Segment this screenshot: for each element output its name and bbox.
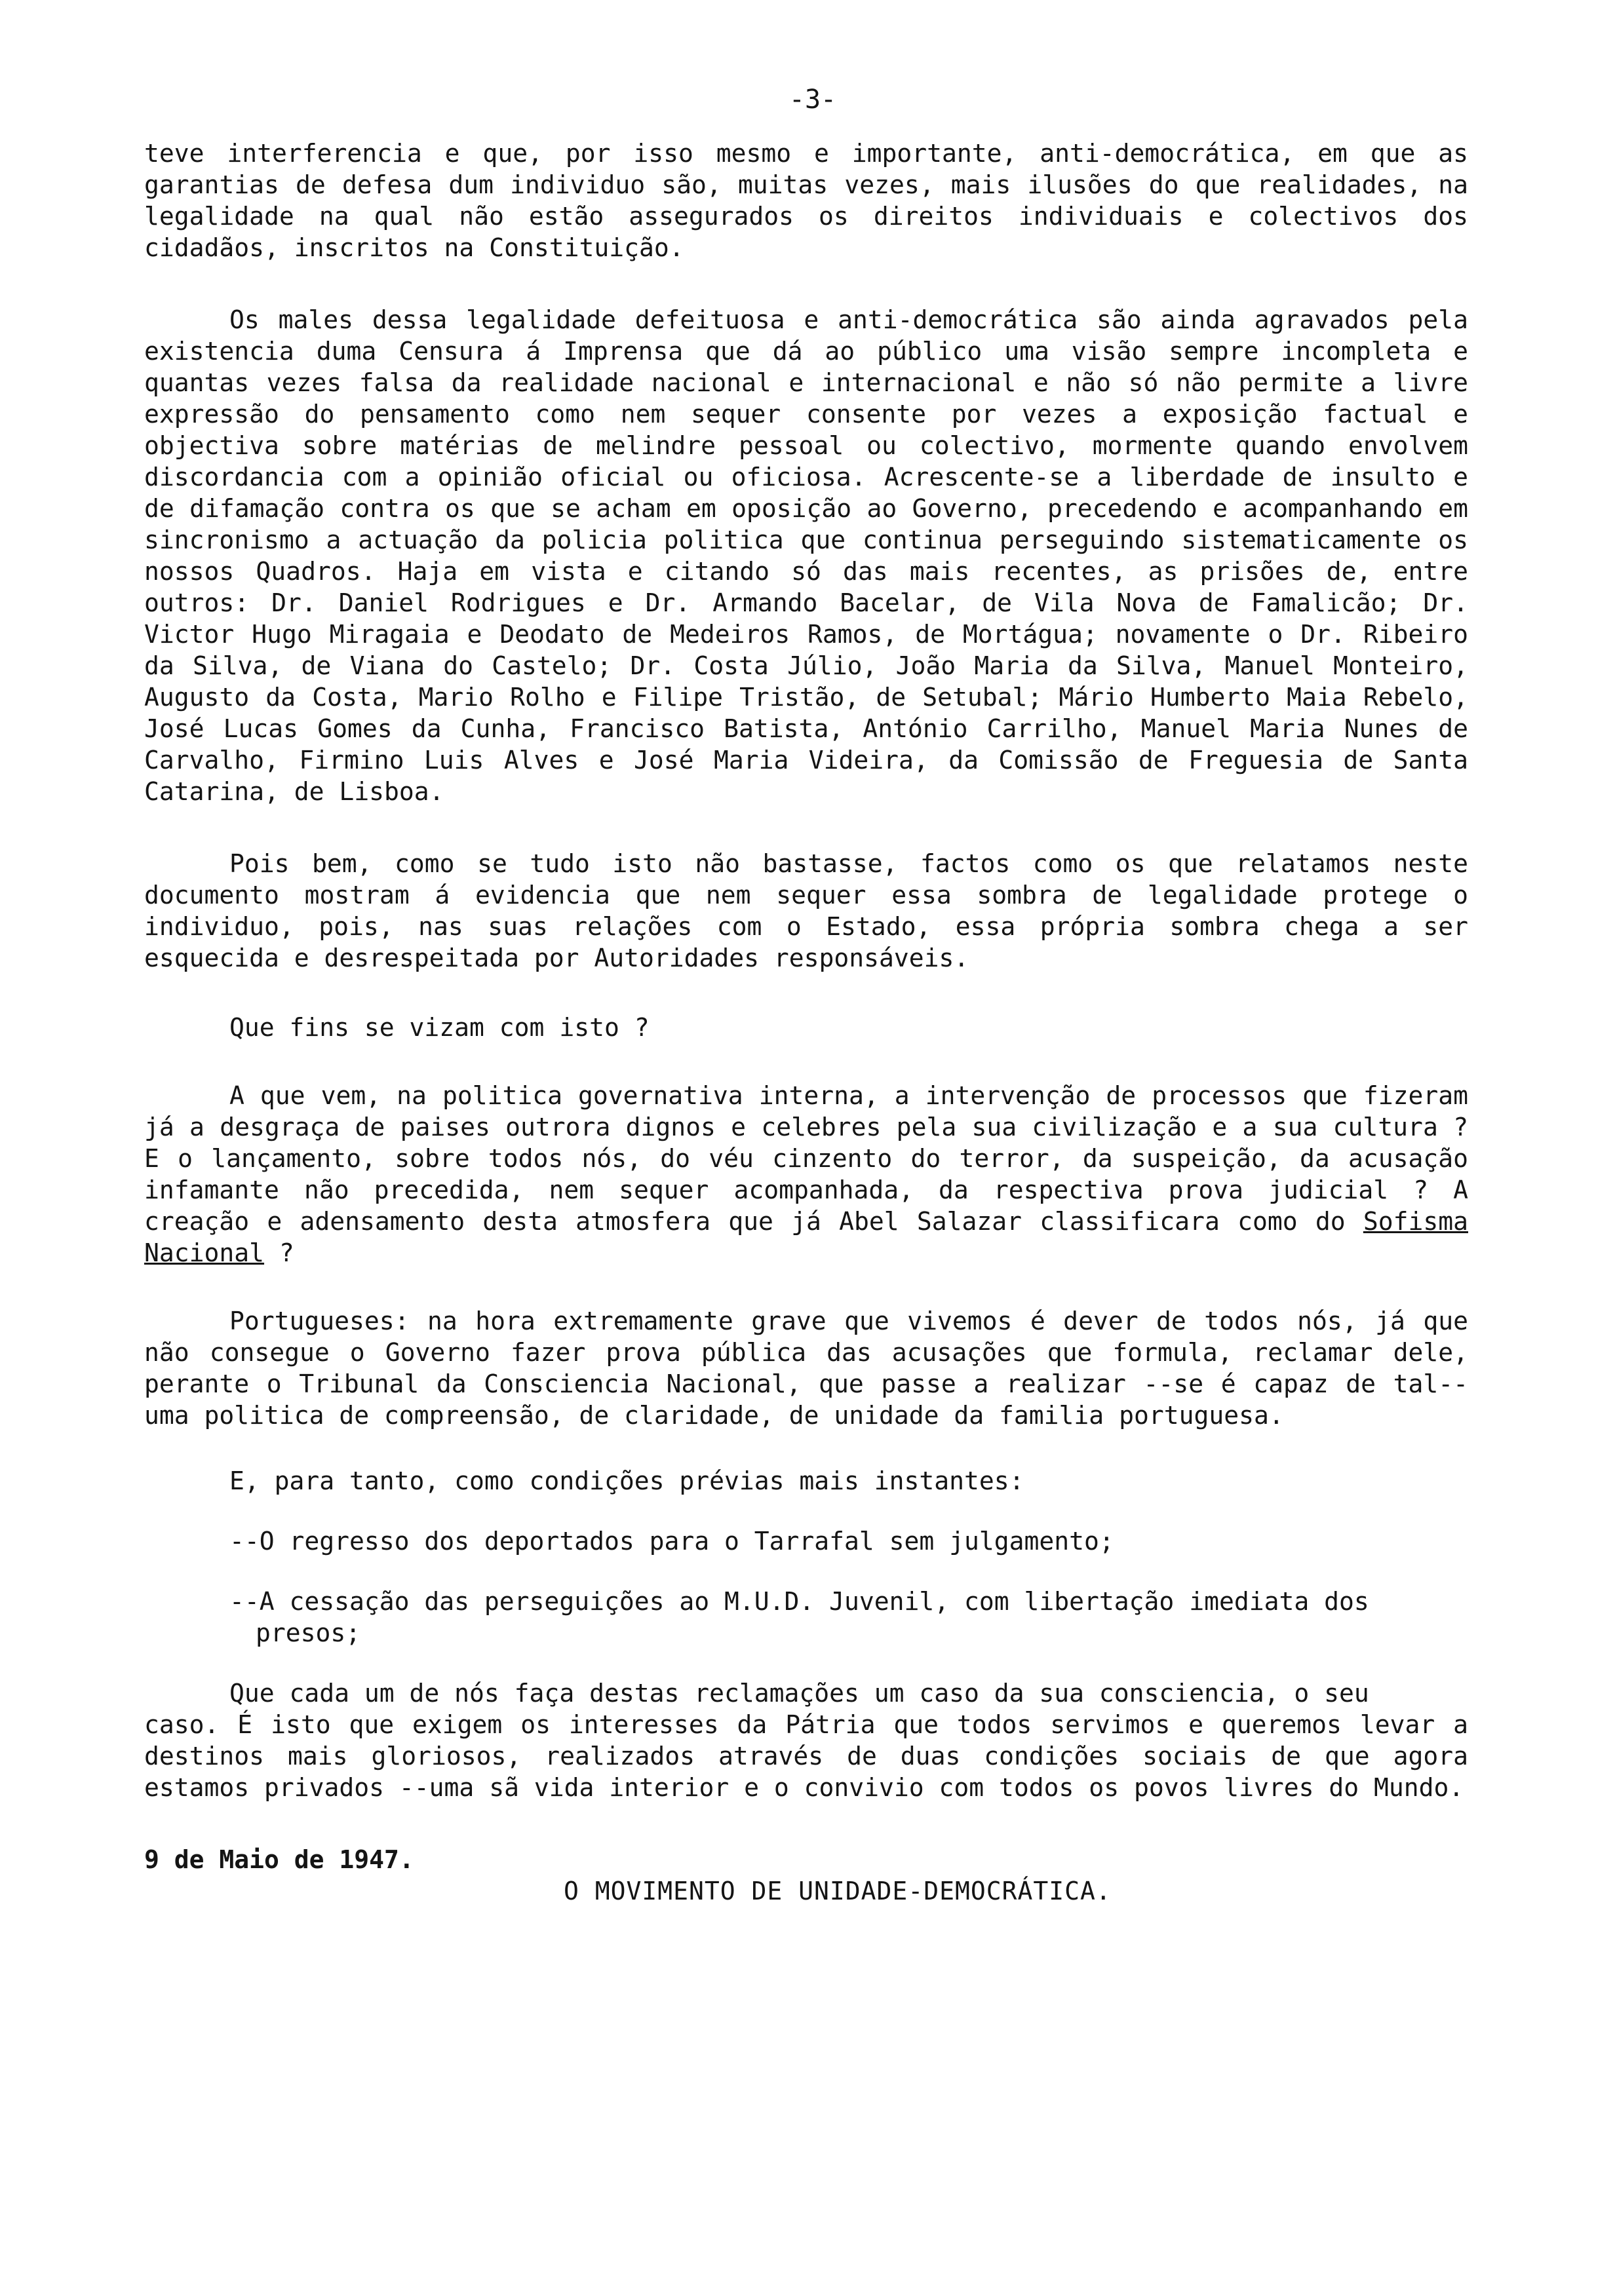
paragraph-1: teve interferencia e que, por isso mesmo e importante, anti-democrática, em que as garantias de defesa dum individuo são, muitas vezes, mais ilusões do que realidades, na legalidade na qual não estão assegurados os direitos individuais e colectivos dos cidadãos, inscritos na Constituição. xyxy=(144,139,1468,262)
document-body xyxy=(144,138,1468,1903)
paragraph-6: Portugueses: na hora extremamente grave que vivemos é dever de todos nós, já que não consegue o Governo fazer prova pública das acusações que formula, reclamar dele, perante o Tribunal da Consciencia Nacional, que passe a realizar --se é capaz de tal-- uma politica de compreensão, de claridade, de unidade da familia portuguesa. xyxy=(144,1307,1468,1430)
paragraph-4: Que fins se vizam com isto ? xyxy=(229,1013,650,1042)
paragraph-8 xyxy=(144,1677,1468,1803)
paragraph-8-continuation: caso. É isto que exigem os interesses da Pátria que todos servimos e queremos levar a destinos mais gloriosos, realizados através de duas condições sociais de que agora estamos privados --uma sã vida interior e o convivio com todos os povos livres do Mundo. xyxy=(144,1710,1468,1802)
closing-block xyxy=(144,1844,1468,1903)
paragraph-5 xyxy=(144,1080,1468,1269)
page-number: -3- xyxy=(788,85,837,115)
paragraph-8-first-line: Que cada um de nós faça destas reclamações um caso da sua consciencia, o seu xyxy=(229,1679,1369,1708)
demand-item-2 xyxy=(229,1586,1468,1649)
paragraph-7: E, para tanto, como condições prévias mais instantes: xyxy=(229,1466,1024,1495)
signature: O MOVIMENTO DE UNIDADE-DEMOCRÁTICA. xyxy=(564,1877,1112,1905)
paragraph-5-text: A que vem, na politica governativa interna, a intervenção de processos que fizeram já a desgraça de paises outrora dignos e celebres pela sua civilização e a sua cultura ? E o lançamento, sobre todos nós, do véu cinzento do terror, da suspeição, da acusação infamante não precedida, nem sequer acompanhada, da respectiva prova judicial ? A creação e adensamento desta atmosfera que já Abel Salazar classificara como do xyxy=(144,1081,1468,1236)
demand-item-2-line-1: --A cessação das perseguições ao M.U.D. Juvenil, com libertação imediata dos xyxy=(229,1587,1369,1616)
document-date: 9 de Maio de 1947. xyxy=(144,1845,414,1874)
paragraph-5-end: ? xyxy=(264,1238,294,1267)
demand-item-1: --O regresso dos deportados para o Tarrafal sem julgamento; xyxy=(229,1527,1114,1556)
paragraph-3: Pois bem, como se tudo isto não bastasse, factos como os que relatamos neste documento mostram á evidencia que nem sequer essa sombra de legalidade protege o individuo, pois, nas suas relações com o Estado, essa própria sombra chega a ser esquecida e desrespeitada por Autoridades responsáveis. xyxy=(144,849,1468,972)
demand-item-2-line-2: presos; xyxy=(256,1618,361,1647)
paragraph-2: Os males dessa legalidade defeituosa e anti-democrática são ainda agravados pela existencia duma Censura á Imprensa que dá ao público uma visão sempre incompleta e quantas vezes falsa da realidade nacional e internacional e não só não permite a livre expressão do pensamento como nem sequer consente por vezes a exposição factual e objectiva sobre matérias de melindre pessoal ou colectivo, mormente quando envolvem discordancia com a opinião oficial ou oficiosa. Acrescente-se a liberdade de insulto e de difamação contra os que se acham em oposição ao Governo, precedendo e acompanhando em sincronismo a actuação da policia politica que continua perseguindo sistematicamente os nossos Quadros. Haja em vista e citando só das mais recentes, as prisões de, entre outros: Dr. Daniel Rodrigues e Dr. Armando Bacelar, de Vila Nova de Famalicão; Dr. Victor Hugo Miragaia e Deodato de Medeiros Ramos, de Mortágua; novamente o Dr. Ribeiro da Silva, de Viana do Castelo; Dr. Costa Júlio, João Maria da Silva, Manuel Monteiro, Augusto da Costa, Mario Rolho e Filipe Tristão, de Setubal; Mário Humberto Maia Rebelo, José Lucas Gomes da Cunha, Francisco Batista, António Carrilho, Manuel Maria Nunes de Carvalho, Firmino Luis Alves e José Maria Videira, da Comissão de Freguesia de Santa Catarina, de Lisboa. xyxy=(144,305,1468,806)
paragraph-5-underlined-term: Sofisma Nacional xyxy=(144,1207,1468,1267)
